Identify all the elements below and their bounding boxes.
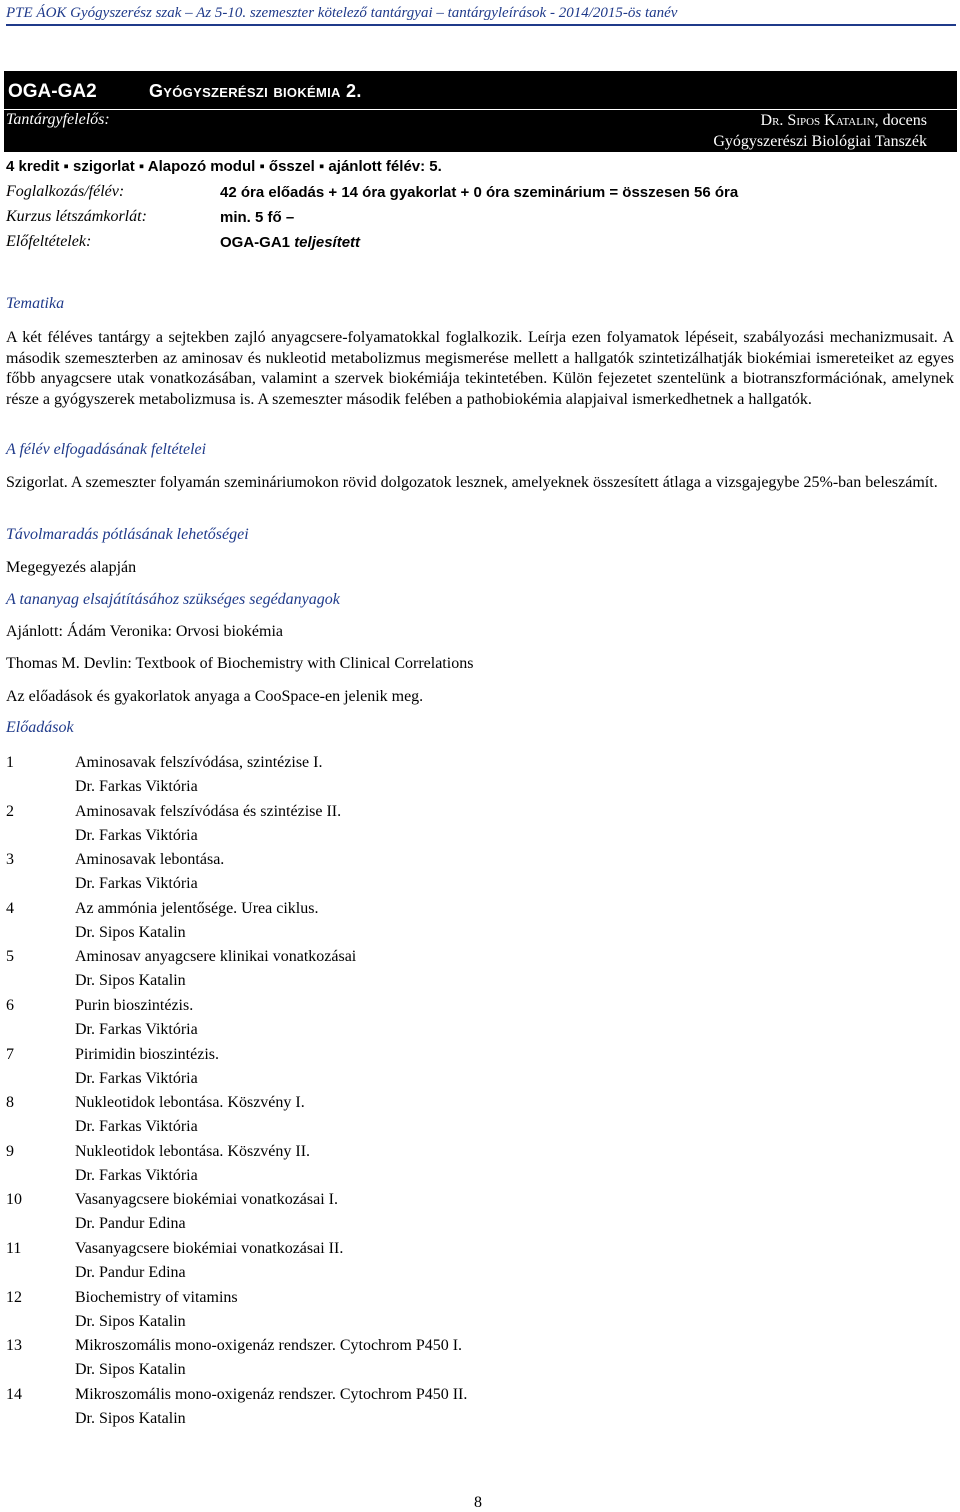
hours-label: Foglalkozás/félév: [6, 183, 125, 200]
materials-line-1: Ajánlott: Ádám Veronika: Orvosi biokémia [6, 623, 283, 640]
lecture-lecturer: Dr. Farkas Viktória [75, 1021, 198, 1038]
lecture-number: 11 [6, 1240, 22, 1257]
hours-row [6, 182, 946, 202]
responsible-block [4, 110, 957, 152]
header-separator [6, 24, 956, 26]
course-title-bar [4, 71, 957, 109]
lecture-title: Mikroszomális mono-oxigenáz rendszer. Cytochrom P450 II. [75, 1385, 468, 1403]
lecture-item [6, 994, 906, 1042]
lecture-number: 2 [6, 802, 14, 820]
lecture-lecturer: Dr. Farkas Viktória [75, 1069, 198, 1087]
lecture-item [6, 897, 906, 945]
responsible-suffix: , docens [874, 112, 927, 129]
lecture-title: Aminosavak felszívódása és szintézise II. [75, 802, 342, 820]
lecture-item [6, 751, 906, 799]
lecture-lecturer: Dr. Farkas Viktória [75, 1166, 198, 1184]
department: Gyógyszerészi Biológiai Tanszék [713, 133, 927, 150]
prereq-status: teljesített [294, 234, 361, 251]
lecture-item [6, 1091, 906, 1139]
lecture-lecturer: Dr. Pandur Edina [75, 1264, 186, 1281]
lecture-item [6, 1188, 906, 1236]
lecture-title: Pirimidin bioszintézis. [75, 1045, 219, 1063]
materials-line-2: Thomas M. Devlin: Textbook of Biochemistry with Clinical Correlations [6, 655, 474, 672]
lecture-title: Aminosavak lebontása. [75, 851, 225, 869]
lecture-item [6, 1043, 906, 1091]
lecture-number: 3 [6, 851, 14, 869]
lecture-title: Nukleotidok lebontása. Köszvény II. [75, 1142, 311, 1160]
responsible-person [713, 110, 927, 152]
lecture-lecturer: Dr. Sipos Katalin [75, 972, 186, 990]
prereq-row [6, 232, 946, 252]
lecture-title: Purin bioszintézis. [75, 997, 194, 1014]
lecture-lecturer: Dr. Sipos Katalin [75, 1409, 186, 1427]
lecture-number: 8 [6, 1094, 14, 1112]
lecture-item [6, 848, 906, 896]
acceptance-heading: A félév elfogadásának feltételei [6, 441, 207, 458]
responsible-label: Tantárgyfelelős: [6, 111, 110, 128]
lecture-title: Mikroszomális mono-oxigenáz rendszer. Cytochrom P450 I. [75, 1337, 463, 1355]
lecture-lecturer: Dr. Sipos Katalin [75, 1361, 186, 1379]
lecture-number: 12 [6, 1288, 22, 1306]
lecture-title: Vasanyagcsere biokémiai vonatkozásai I. [75, 1191, 339, 1209]
page-number: 8 [474, 1494, 482, 1511]
prereq-code: OGA-GA1 [220, 234, 291, 251]
lecture-number: 6 [6, 997, 14, 1014]
limit-value: min. 5 fő – [220, 209, 295, 226]
lecture-title: Nukleotidok lebontása. Köszvény I. [75, 1094, 305, 1112]
absence-heading: Távolmaradás pótlásának lehetőségei [6, 526, 249, 543]
absence-text: Megegyezés alapján [6, 559, 137, 576]
course-summary: 4 kredit ▪ szigorlat ▪ Alapozó modul ▪ ősszel ▪ ajánlott félév: 5. [6, 158, 442, 175]
lecture-number: 5 [6, 948, 14, 966]
lecture-title: Aminosavak felszívódása, szintézise I. [75, 754, 323, 771]
limit-label: Kurzus létszámkorlát: [6, 208, 147, 225]
lecture-number: 13 [6, 1337, 22, 1355]
materials-heading: A tananyag elsajátításához szükséges segédanyagok [6, 591, 340, 608]
lecture-number: 14 [6, 1385, 22, 1403]
lecture-item [6, 1334, 906, 1382]
lecture-item [6, 945, 906, 993]
responsible-name: Dr. Sipos Katalin [760, 112, 875, 129]
lecture-number: 1 [6, 754, 14, 771]
course-name: Gyógyszerészi biokémia 2. [149, 81, 362, 101]
lectures-heading: Előadások [6, 719, 74, 736]
materials-line-3: Az előadások és gyakorlatok anyaga a CooSpace-en jelenik meg. [6, 688, 424, 705]
lecture-lecturer: Dr. Farkas Viktória [75, 826, 198, 844]
lecture-number: 10 [6, 1191, 22, 1209]
hours-value: 42 óra előadás + 14 óra gyakorlat + 0 óra szeminárium = összesen 56 óra [220, 184, 739, 201]
lecture-title: Biochemistry of vitamins [75, 1288, 238, 1306]
acceptance-text: Szigorlat. A szemeszter folyamán szemináriumokon rövid dolgozatok lesznek, amelyeknek összesített átlaga a vizsgajegybe 25%-ban beleszámít. [6, 474, 938, 491]
lecture-lecturer: Dr. Pandur Edina [75, 1215, 186, 1233]
running-header: PTE ÁOK Gyógyszerész szak – Az 5-10. szemeszter kötelező tantárgyai – tantárgyleírások - 2014/2015-ös tanév [6, 5, 678, 21]
lecture-number: 4 [6, 899, 14, 917]
prereq-label: Előfeltételek: [6, 233, 92, 250]
tematika-text: A két féléves tantárgy a sejtekben zajló anyagcsere-folyamatokkal foglalkozik. Leírja ezen folyamatok lépéseit, szabályozási mechanizmusait. A második szemeszterben az aminosav és nukleotid metabolizmus megismerése mellett a hallgatók szintetizálhatják biokémiai ismereteiket az egyes főbb anyagcsere utak vonatkozásában, valamint a szervek biokémiája tekintetében. Külön fejezetet szentelünk a biotranszformációnak, amelynek része a gyógyszerek metabolizmusa is. A szemeszter második felében a pathobiokémia alapjaival ismerkedhetnek a hallgatók. [6, 329, 954, 408]
lecture-lecturer: Dr. Farkas Viktória [75, 875, 198, 893]
lecture-item [6, 1140, 906, 1188]
course-code: OGA-GA2 [8, 81, 97, 102]
lecture-item [6, 1383, 906, 1431]
lecture-lecturer: Dr. Sipos Katalin [75, 923, 186, 941]
lecture-item [6, 1286, 906, 1334]
lecture-title: Vasanyagcsere biokémiai vonatkozásai II. [75, 1240, 344, 1257]
lecture-lecturer: Dr. Farkas Viktória [75, 1118, 198, 1136]
limit-row [6, 207, 946, 227]
lecture-number: 9 [6, 1142, 14, 1160]
lecture-item [6, 800, 906, 848]
lecture-lecturer: Dr. Farkas Viktória [75, 778, 198, 795]
lecture-item [6, 1237, 906, 1285]
lecture-lecturer: Dr. Sipos Katalin [75, 1312, 186, 1330]
tematika-heading: Tematika [6, 295, 65, 312]
lecture-title: Aminosav anyagcsere klinikai vonatkozásai [75, 948, 357, 966]
lecture-title: Az ammónia jelentősége. Urea ciklus. [75, 899, 319, 917]
lecture-number: 7 [6, 1045, 14, 1063]
